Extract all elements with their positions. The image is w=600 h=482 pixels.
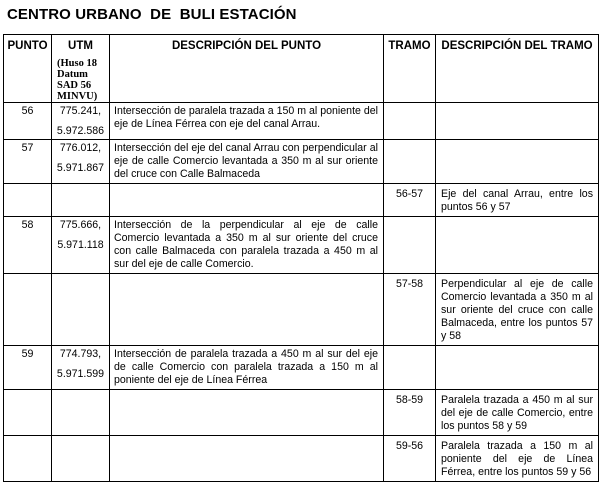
utm-y: 5.972.586	[56, 125, 105, 137]
utm-y: 5.971.118	[57, 239, 104, 251]
header-utm	[52, 35, 110, 103]
table-row	[4, 436, 599, 482]
punto-cell	[4, 184, 52, 217]
tramo-desc-cell	[436, 346, 599, 390]
punto-cell	[4, 436, 52, 482]
descripcion-cell	[110, 184, 384, 217]
tramo-desc-cell: Eje del canal Arrau, entre los puntos 56 y 57	[436, 184, 599, 217]
utm-cell	[52, 184, 110, 217]
tramo-cell	[384, 346, 436, 390]
header-utm-label: UTM	[68, 40, 93, 52]
utm-x: 774.793,	[59, 348, 102, 360]
descripcion-cell	[110, 390, 384, 436]
header-punto: PUNTO	[4, 35, 52, 103]
header-tramo: TRAMO	[384, 35, 436, 103]
header-descripcion-punto: DESCRIPCIÓN DEL PUNTO	[110, 35, 384, 103]
punto-cell: 56	[4, 103, 52, 140]
punto-cell: 59	[4, 346, 52, 390]
header-descripcion-tramo: DESCRIPCIÓN DEL TRAMO	[436, 35, 599, 103]
utm-x: 775.241,	[59, 105, 102, 117]
punto-cell	[4, 274, 52, 346]
tramo-cell	[384, 217, 436, 274]
utm-cell	[52, 103, 110, 140]
table-row	[4, 217, 599, 274]
utm-x: 776.012,	[59, 142, 102, 154]
tramo-cell: 58-59	[384, 390, 436, 436]
descripcion-cell	[110, 274, 384, 346]
tramo-desc-cell	[436, 217, 599, 274]
utm-y: 5.971.867	[56, 162, 105, 174]
tramo-cell: 56-57	[384, 184, 436, 217]
header-utm-datum: (Huso 18 Datum SAD 56 MINVU)	[57, 58, 98, 102]
punto-cell: 57	[4, 140, 52, 184]
tramo-cell	[384, 140, 436, 184]
descripcion-cell: Intersección de paralela trazada a 450 m al sur del eje de calle Comercio con paralela trazada a 150 m al poniente del eje de Línea Férrea	[110, 346, 384, 390]
punto-cell: 58	[4, 217, 52, 274]
tramo-cell	[384, 103, 436, 140]
utm-cell	[52, 140, 110, 184]
tramo-desc-cell	[436, 103, 599, 140]
tramo-cell: 59-56	[384, 436, 436, 482]
table-row	[4, 346, 599, 390]
table-row	[4, 274, 599, 346]
utm-cell	[52, 436, 110, 482]
punto-cell	[4, 390, 52, 436]
table-row	[4, 103, 599, 140]
utm-cell	[52, 217, 110, 274]
tramo-desc-cell: Paralela trazada a 450 m al sur del eje de calle Comercio, entre los puntos 58 y 59	[436, 390, 599, 436]
utm-x: 775.666,	[59, 219, 102, 231]
tramo-desc-cell	[436, 140, 599, 184]
descripcion-cell: Intersección de la perpendicular al eje de calle Comercio levantada a 350 m al sur oriente del cruce con calle Balmaceda con paralela trazada a 450 m al sur del eje de calle Comercio.	[110, 217, 384, 274]
page-title: CENTRO URBANO DE BULI ESTACIÓN	[7, 6, 297, 23]
table-row	[4, 140, 599, 184]
descripcion-cell	[110, 436, 384, 482]
header-row	[4, 35, 599, 103]
utm-cell	[52, 274, 110, 346]
tramo-desc-cell: Paralela trazada a 150 m al poniente del eje de Línea Férrea, entre los puntos 59 y 56	[436, 436, 599, 482]
utm-cell	[52, 390, 110, 436]
utm-cell	[52, 346, 110, 390]
tramo-desc-cell: Perpendicular al eje de calle Comercio levantada a 350 m al sur oriente del cruce con calle Balmaceda, entre los puntos 57 y 58	[436, 274, 599, 346]
table-row	[4, 184, 599, 217]
tramo-cell: 57-58	[384, 274, 436, 346]
utm-y: 5.971.599	[56, 368, 105, 380]
descripcion-cell: Intersección del eje del canal Arrau con perpendicular al eje de calle Comercio levantada a 350 m al sur oriente del cruce con Calle Balmaceda	[110, 140, 384, 184]
descripcion-cell: Intersección de paralela trazada a 150 m al poniente del eje de Línea Férrea con eje del canal Arrau.	[110, 103, 384, 140]
boundary-table	[3, 34, 599, 482]
table-row	[4, 390, 599, 436]
